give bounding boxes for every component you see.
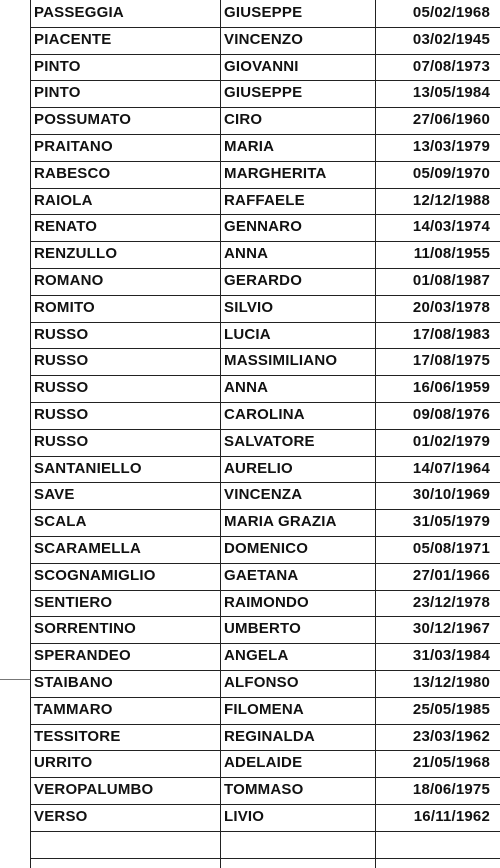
given-name-cell: ADELAIDE bbox=[224, 754, 303, 772]
birth-date-cell: 25/05/1985 bbox=[412, 700, 490, 718]
table-row bbox=[30, 348, 500, 376]
table-row bbox=[30, 643, 500, 671]
surname-cell: RUSSO bbox=[34, 379, 89, 397]
birth-date-cell: 11/08/1955 bbox=[413, 245, 490, 263]
given-name-cell: VINCENZA bbox=[224, 486, 303, 504]
birth-date-cell: 23/03/1962 bbox=[412, 727, 490, 745]
birth-date-cell: 30/10/1969 bbox=[412, 486, 490, 504]
table-row bbox=[30, 375, 500, 403]
birth-date-cell: 31/03/1984 bbox=[412, 647, 490, 665]
birth-date-cell: 01/02/1979 bbox=[412, 432, 490, 450]
given-name-cell: ANNA bbox=[224, 379, 269, 397]
surname-cell: PINTO bbox=[34, 57, 81, 75]
birth-date-cell: 30/12/1967 bbox=[412, 620, 490, 638]
table-row bbox=[30, 804, 500, 832]
surname-cell: SCOGNAMIGLIO bbox=[34, 566, 156, 584]
table-row bbox=[30, 670, 500, 698]
surname-cell: TAMMARO bbox=[34, 700, 113, 718]
given-name-cell: ANNA bbox=[224, 245, 269, 263]
surname-cell: ROMANO bbox=[34, 272, 104, 289]
table-row bbox=[30, 831, 500, 859]
birth-date-cell: 27/01/1966 bbox=[412, 566, 490, 584]
surname-cell: RENZULLO bbox=[34, 245, 118, 263]
surname-cell: RUSSO bbox=[34, 406, 89, 423]
given-name-cell: REGINALDA bbox=[224, 727, 315, 745]
birth-date-cell: 16/06/1959 bbox=[412, 379, 490, 397]
table-row bbox=[30, 750, 500, 778]
table-row bbox=[30, 241, 500, 269]
given-name-cell: GIUSEPPE bbox=[224, 4, 303, 21]
given-name-cell: GERARDO bbox=[224, 272, 303, 289]
surname-cell bbox=[34, 831, 219, 858]
given-name-cell: SILVIO bbox=[224, 298, 274, 316]
surname-cell: POSSUMATO bbox=[34, 111, 132, 129]
birth-date-cell: 01/08/1987 bbox=[412, 272, 490, 289]
birth-date-cell: 09/08/1976 bbox=[412, 406, 490, 423]
surname-cell: VERSO bbox=[34, 808, 88, 825]
table-row bbox=[30, 563, 500, 591]
birth-date-cell: 03/02/1945 bbox=[412, 30, 490, 48]
surname-cell: SANTANIELLO bbox=[34, 459, 142, 477]
birth-date-cell: 05/02/1968 bbox=[412, 4, 490, 21]
birth-date-cell: 13/03/1979 bbox=[412, 138, 490, 155]
table-row bbox=[30, 54, 500, 82]
given-name-cell: TOMMASO bbox=[224, 781, 304, 799]
surname-cell: PRAITANO bbox=[34, 138, 113, 155]
surname-cell: RUSSO bbox=[34, 325, 89, 343]
birth-date-cell: 23/12/1978 bbox=[412, 593, 490, 611]
given-name-cell: ALFONSO bbox=[224, 674, 299, 691]
surname-cell: RABESCO bbox=[34, 164, 111, 182]
table-row bbox=[30, 134, 500, 162]
birth-date-cell: 14/07/1964 bbox=[412, 459, 490, 477]
surname-cell: VEROPALUMBO bbox=[34, 781, 154, 799]
surname-cell: RAIOLA bbox=[34, 191, 93, 209]
birth-date-cell: 18/06/1975 bbox=[412, 781, 490, 799]
table-row bbox=[30, 188, 500, 216]
given-name-cell: VINCENZO bbox=[224, 30, 304, 48]
surname-cell: SENTIERO bbox=[34, 593, 113, 611]
surname-cell: SPERANDEO bbox=[34, 647, 131, 665]
table-row bbox=[30, 777, 500, 805]
birth-date-cell: 05/08/1971 bbox=[412, 540, 490, 557]
given-name-cell: RAFFAELE bbox=[224, 191, 305, 209]
given-name-cell: MARIA bbox=[224, 138, 275, 155]
given-name-cell: ANGELA bbox=[224, 647, 289, 665]
table-row bbox=[30, 0, 500, 28]
birth-date-cell: 20/03/1978 bbox=[412, 298, 490, 316]
table-row bbox=[30, 482, 500, 510]
given-name-cell: GIOVANNI bbox=[224, 57, 299, 75]
surname-cell: SAVE bbox=[34, 486, 75, 504]
given-name-cell: SALVATORE bbox=[224, 432, 315, 450]
surname-cell: SCALA bbox=[34, 513, 87, 531]
given-name-cell: CAROLINA bbox=[224, 406, 305, 423]
given-name-cell: LIVIO bbox=[224, 808, 265, 825]
birth-date-cell: 05/09/1970 bbox=[412, 164, 490, 182]
table-row bbox=[30, 80, 500, 108]
surname-cell: PASSEGGIA bbox=[34, 4, 124, 21]
birth-date-cell: 14/03/1974 bbox=[412, 218, 490, 236]
table-row bbox=[30, 107, 500, 135]
birth-date-cell: 17/08/1983 bbox=[412, 325, 490, 343]
table-row bbox=[30, 509, 500, 537]
table-row bbox=[30, 214, 500, 242]
given-name-cell: CIRO bbox=[224, 111, 263, 129]
table-row bbox=[30, 724, 500, 752]
given-name-cell: DOMENICO bbox=[224, 540, 309, 557]
surname-cell: PIACENTE bbox=[34, 30, 112, 48]
surname-cell: TESSITORE bbox=[34, 727, 121, 745]
table-row bbox=[30, 429, 500, 457]
birth-date-cell bbox=[380, 831, 496, 858]
birth-date-cell: 13/12/1980 bbox=[412, 674, 490, 691]
given-name-cell bbox=[224, 831, 374, 858]
birth-date-cell: 07/08/1973 bbox=[412, 57, 490, 75]
given-name-cell: GAETANA bbox=[224, 566, 299, 584]
surname-cell: URRITO bbox=[34, 754, 93, 772]
birth-date-cell: 16/11/1962 bbox=[413, 808, 490, 825]
table-row bbox=[30, 295, 500, 323]
table-row bbox=[30, 456, 500, 484]
birth-date-cell: 31/05/1979 bbox=[412, 513, 490, 531]
surname-cell: RUSSO bbox=[34, 352, 89, 370]
surname-cell: ROMITO bbox=[34, 298, 95, 316]
table-row bbox=[30, 402, 500, 430]
surname-cell: STAIBANO bbox=[34, 674, 113, 691]
given-name-cell: MASSIMILIANO bbox=[224, 352, 338, 370]
given-name-cell: GENNARO bbox=[224, 218, 303, 236]
table-row bbox=[30, 322, 500, 350]
surname-cell: PINTO bbox=[34, 84, 81, 102]
given-name-cell: LUCIA bbox=[224, 325, 271, 343]
given-name-cell: MARIA GRAZIA bbox=[224, 513, 337, 531]
table-row bbox=[30, 27, 500, 55]
given-name-cell: AURELIO bbox=[224, 459, 293, 477]
given-name-cell: GIUSEPPE bbox=[224, 84, 303, 102]
records-table bbox=[30, 0, 500, 858]
table-row bbox=[30, 268, 500, 296]
given-name-cell: UMBERTO bbox=[224, 620, 301, 638]
birth-date-cell: 13/05/1984 bbox=[412, 84, 490, 102]
given-name-cell: MARGHERITA bbox=[224, 164, 327, 182]
surname-cell: RENATO bbox=[34, 218, 98, 236]
birth-date-cell: 27/06/1960 bbox=[412, 111, 490, 129]
given-name-cell: FILOMENA bbox=[224, 700, 304, 718]
birth-date-cell: 12/12/1988 bbox=[412, 191, 490, 209]
surname-cell: SORRENTINO bbox=[34, 620, 137, 638]
stray-line bbox=[0, 679, 30, 680]
table-row bbox=[30, 616, 500, 644]
table-row bbox=[30, 590, 500, 618]
table-row bbox=[30, 536, 500, 564]
surname-cell: RUSSO bbox=[34, 432, 89, 450]
surname-cell: SCARAMELLA bbox=[34, 540, 141, 557]
table-row bbox=[30, 697, 500, 725]
given-name-cell: RAIMONDO bbox=[224, 593, 309, 611]
table-row bbox=[30, 161, 500, 189]
birth-date-cell: 17/08/1975 bbox=[412, 352, 490, 370]
birth-date-cell: 21/05/1968 bbox=[412, 754, 490, 772]
